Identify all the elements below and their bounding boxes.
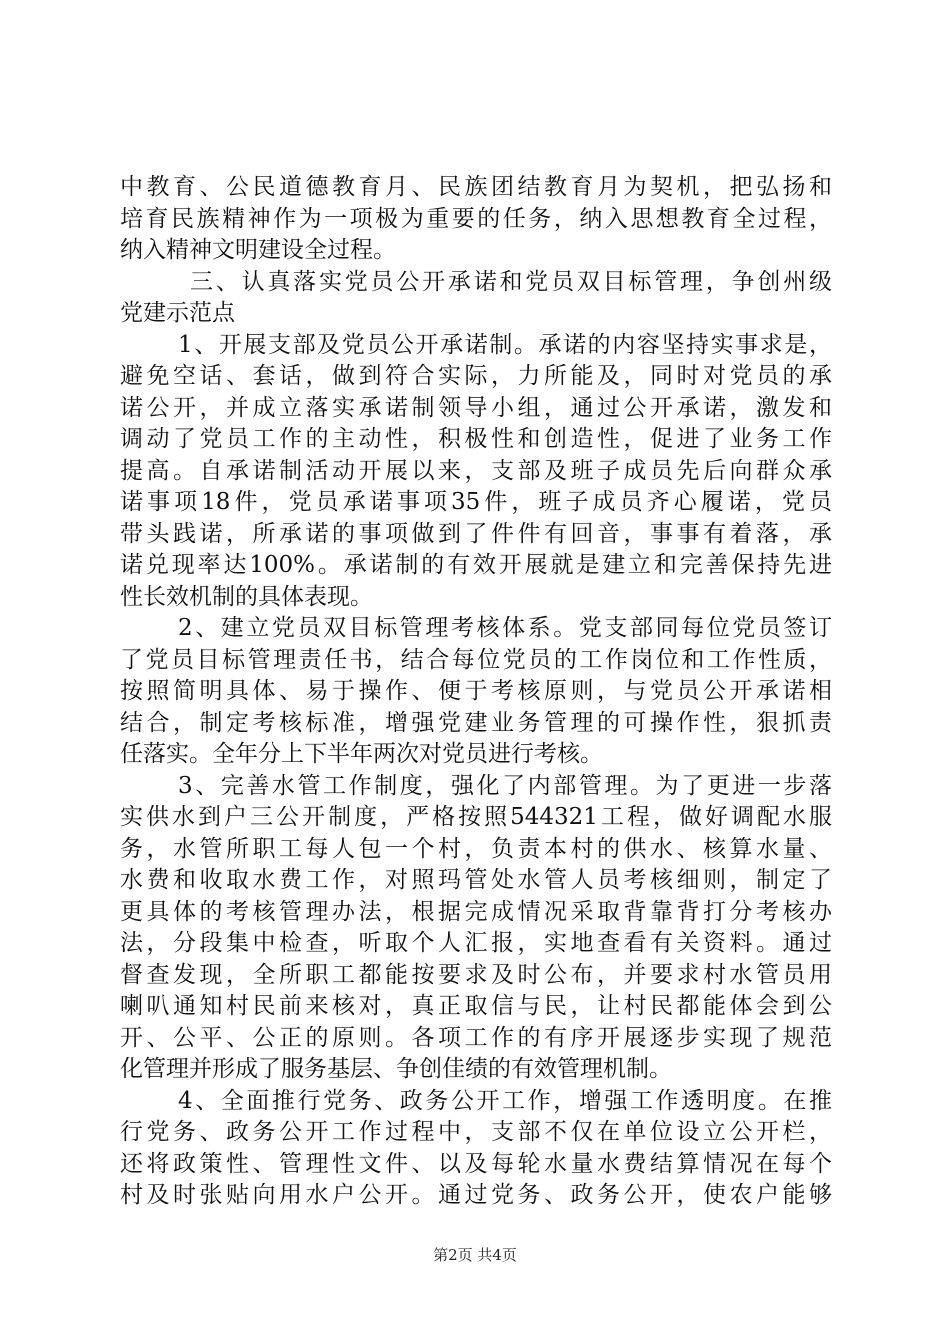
text-line: 按照简明具体、易于操作、便于考核原则，与党员公开承诺相 (120, 678, 832, 704)
text-line: 诺事项18件，党员承诺事项35件，班子成员齐心履诺，党员 (120, 489, 832, 515)
text-line: 带头践诺，所承诺的事项做到了件件有回音，事事有着落，承 (120, 520, 832, 547)
text-line: 水费和收取水费工作，对照玛管处水管人员考核细则，制定了 (120, 867, 832, 893)
text-line: 2、建立党员双目标管理考核体系。党支部同每位党员签订 (178, 615, 832, 641)
text-line: 法，分段集中检查，听取个人汇报，实地查看有关资料。通过 (120, 930, 832, 956)
text-line: 4、全面推行党务、政务公开工作，增强工作透明度。在推 (178, 1087, 832, 1114)
text-line: 务，水管所职工每人包一个村，负责本村的供水、核算水量、 (120, 835, 832, 862)
text-line: 纳入精神文明建设全过程。 (120, 237, 396, 263)
text-line: 村及时张贴向用水户公开。通过党务、政务公开，使农户能够 (120, 1182, 832, 1208)
paragraph-item-1 (120, 330, 832, 614)
paragraph-item-2 (120, 613, 832, 771)
text-line: 开、公平、公正的原则。各项工作的有序开展逐步实现了规范 (120, 1024, 832, 1051)
heading-line: 党建示范点 (120, 300, 235, 326)
text-line: 避免空话、套话，做到符合实际，力所能及，同时对党员的承 (120, 363, 832, 389)
text-line: 喇叭通知村民前来核对，真正取信与民，让村民都能体会到公 (120, 993, 832, 1019)
document-body (120, 172, 832, 1212)
text-line: 了党员目标管理责任书，结合每位党员的工作岗位和工作性质， (120, 646, 832, 673)
text-line: 中教育、公民道德教育月、民族团结教育月为契机，把弘扬和 (120, 174, 832, 200)
text-line: 性长效机制的具体表现。 (120, 583, 373, 610)
text-line: 还将政策性、管理性文件、以及每轮水量水费结算情况在每个 (120, 1150, 832, 1177)
paragraph-continuation (120, 172, 832, 267)
page-number: 第2页 共4页 (433, 1246, 517, 1264)
text-line: 实供水到户三公开制度，严格按照544321工程，做好调配水服 (120, 804, 832, 830)
text-line: 任落实。全年分上下半年两次对党员进行考核。 (120, 741, 603, 767)
text-line: 行党务、政务公开工作过程中，支部不仅在单位设立公开栏， (120, 1119, 832, 1145)
text-line: 3、完善水管工作制度，强化了内部管理。为了更进一步落 (178, 772, 832, 799)
page-footer (0, 1244, 950, 1265)
text-line: 提高。自承诺制活动开展以来，支部及班子成员先后向群众承 (120, 457, 832, 484)
text-line: 更具体的考核管理办法，根据完成情况采取背靠背打分考核办 (120, 898, 832, 925)
text-line: 诺兑现率达100%。承诺制的有效开展就是建立和完善保持先进 (120, 552, 832, 578)
text-line: 化管理并形成了服务基层、争创佳绩的有效管理机制。 (120, 1056, 672, 1082)
text-line: 督查发现，全所职工都能按要求及时公布，并要求村水管员用 (120, 961, 832, 988)
text-line: 诺公开，并成立落实承诺制领导小组，通过公开承诺，激发和 (120, 394, 832, 421)
text-line: 调动了党员工作的主动性，积极性和创造性，促进了业务工作 (120, 426, 832, 452)
section-heading (120, 267, 832, 330)
paragraph-item-3 (120, 771, 832, 1086)
text-line: 培育民族精神作为一项极为重要的任务，纳入思想教育全过程， (120, 205, 832, 232)
text-line: 结合，制定考核标准，增强党建业务管理的可操作性，狠抓责 (120, 709, 832, 736)
heading-line: 三、认真落实党员公开承诺和党员双目标管理，争创州级 (190, 268, 832, 295)
paragraph-item-4 (120, 1086, 832, 1212)
text-line: 1、开展支部及党员公开承诺制。承诺的内容坚持实事求是， (178, 331, 832, 358)
